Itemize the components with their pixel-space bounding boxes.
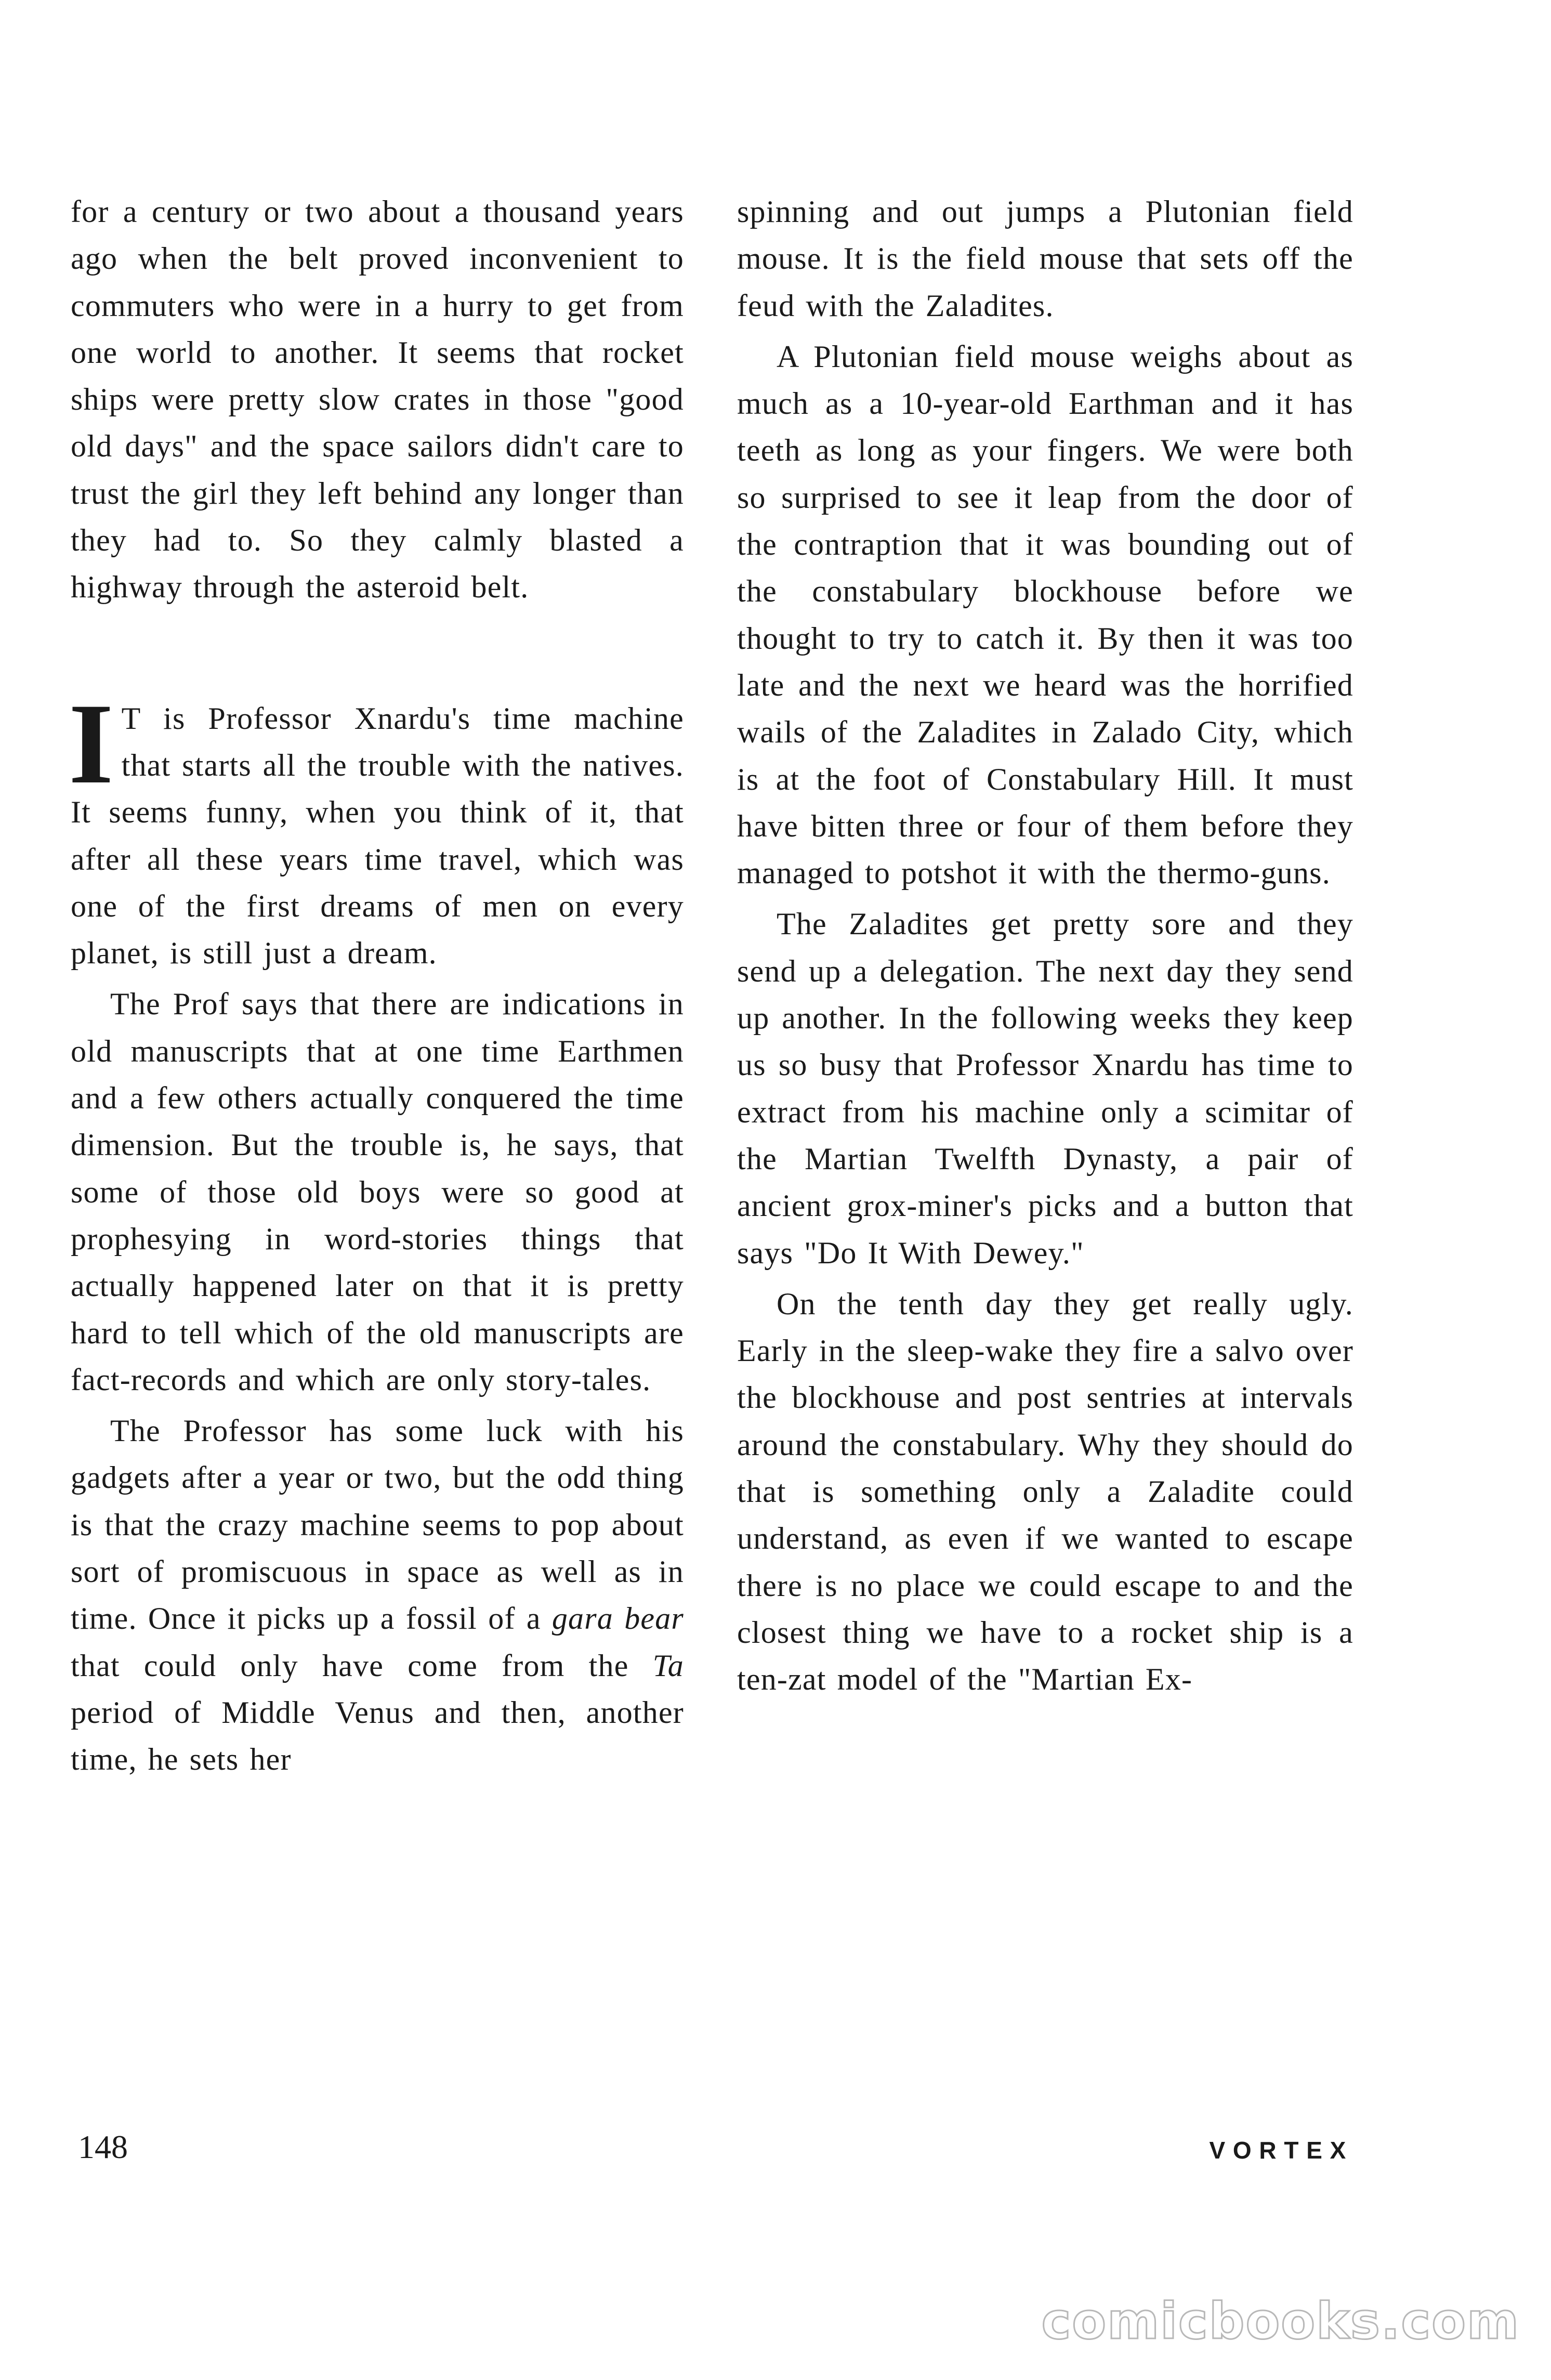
left-column xyxy=(71,188,684,1787)
italic-text: Ta xyxy=(652,1648,684,1683)
right-column xyxy=(737,188,1353,1707)
paragraph xyxy=(71,1407,684,1783)
paragraph-text: that could only have come from the xyxy=(71,1648,653,1683)
paragraph: On the tenth day they get really ugly. Early in the sleep-wake they fire a salvo over the blockhouse and post sentries at intervals around the constabulary. Why they should do that is something only a Zaladite could understand, as even if we wanted to escape there is no place we could escape to and the closest thing we have to a rocket ship is a ten-zat model of the "Martian Ex- xyxy=(737,1286,1353,1697)
paragraph-text: T is Professor Xnardu's time machine that starts all the trouble with the natives. It seems funny, when you think of it, that after all these years time travel, which was one of the first dreams of men on every planet, is still just a dream. xyxy=(71,701,684,971)
drop-cap: I xyxy=(69,679,114,808)
paragraph: The Zaladites get pretty sore and they send up a delegation. The next day they send up another. In the following weeks they keep us so busy that Professor Xnardu has time to extract from his machine only a scimitar of the Martian Twelfth Dynasty, a pair of ancient grox-miner's picks and a button that says "Do It With Dewey." xyxy=(737,907,1353,1270)
paragraph: spinning and out jumps a Plutonian field mouse. It is the field mouse that sets off the feud with the Zaladites. xyxy=(737,194,1353,323)
magazine-name: VORTEX xyxy=(1209,2137,1353,2164)
paragraph-text: period of Middle Venus and then, another time, he sets her xyxy=(71,1695,684,1777)
paragraph-text: The Professor has some luck with his gadgets after a year or two, but the odd thing is that the crazy machine seems to pop about sort of promiscuous in space as well as in time. Once it picks up a fossil of a xyxy=(71,1414,684,1636)
page-number: 148 xyxy=(78,2128,128,2165)
paragraph: for a century or two about a thousand years ago when the belt proved inconvenient to commuters who were in a hurry to get from one world to another. It seems that rocket ships were pretty slow crates in those "good old days" and the space sailors didn't care to trust the girl they left behind any longer than they had to. So they calmly blasted a highway through the asteroid belt. xyxy=(71,194,684,605)
watermark-logo: comicbooks.com xyxy=(1041,2292,1520,2350)
paragraph: A Plutonian field mouse weighs about as much as a 10-year-old Earthman and it has teeth as long as your fingers. We were both so surprised to see it leap from the door of the contraption that it was bounding out of the constabulary blockhouse before we thought to try to catch it. By then it was too late and the next we heard was the horrified wails of the Zaladites in Zalado City, which is at the foot of Constabulary Hill. It must have bitten three or four of them before they managed to potshot it with the thermo-guns. xyxy=(737,339,1353,891)
italic-text: gara bear xyxy=(551,1601,684,1636)
section-start-paragraph xyxy=(69,679,684,977)
paragraph: The Prof says that there are indications in old manuscripts that at one time Earthmen and a few others actually conquered the time dimension. But the trouble is, he says, that some of those old boys were so good at prophesying in word-stories things that actually happened later on that it is pretty hard to tell which of the old manuscripts are fact-records and which are only story-tales. xyxy=(71,987,684,1397)
